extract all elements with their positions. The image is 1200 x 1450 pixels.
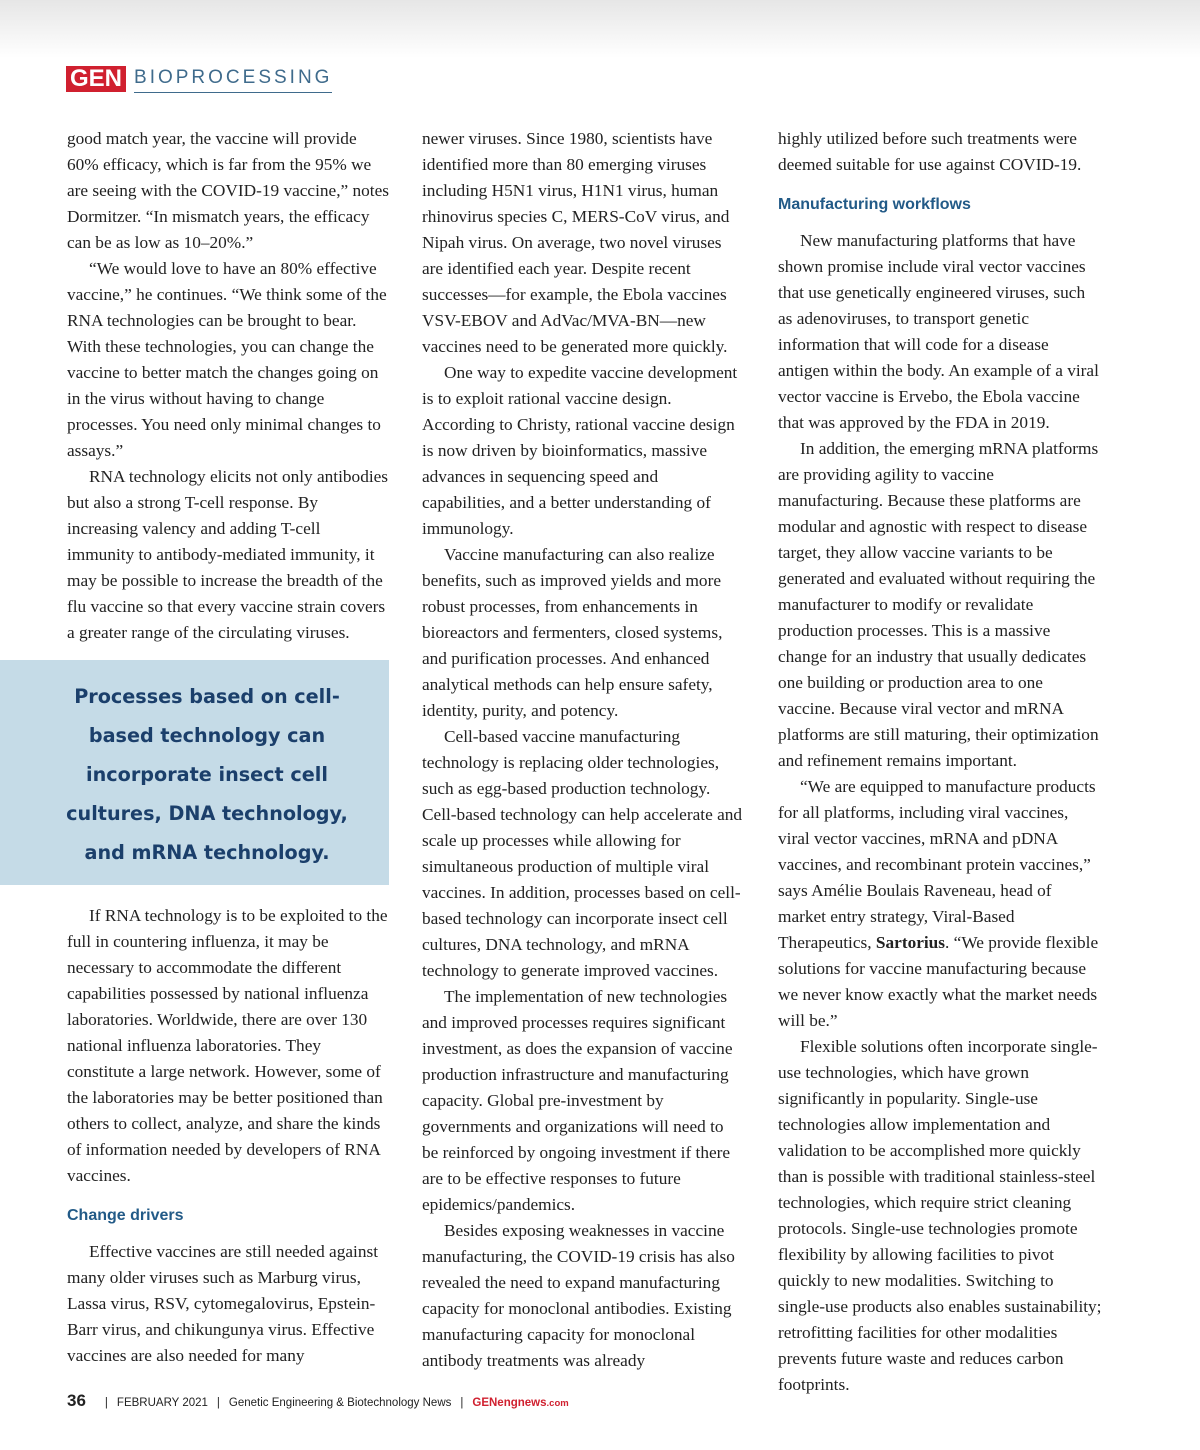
paragraph: Vaccine manufacturing can also realize benefits, such as improved yields and more robust processes, from enhancements in bioreactors and fermenters, closed systems, and purification processes. And enhanced analytical methods can help ensure safety, identity, purity, and potency.: [422, 545, 723, 720]
section-title: BIOPROCESSING: [134, 66, 332, 93]
footer-separator: |: [104, 1397, 108, 1409]
column-2: [422, 126, 744, 1374]
gen-logo: GEN: [66, 66, 126, 92]
paragraph: Effective vaccines are still needed against many older viruses such as Marburg virus, Lassa virus, RSV, cytomegalovirus, Epstein-Barr virus, and chikungunya virus. Effective vaccines are also needed for many: [67, 1242, 379, 1365]
paragraph: good match year, the vaccine will provide 60% efficacy, which is far from the 95% we are seeing with the COVID-19 vaccine,” notes Dormitzer. “In mismatch years, the efficacy can be as low as 10–20%.”: [67, 129, 389, 252]
column-3: [778, 126, 1102, 1398]
paragraph: In addition, the emerging mRNA platforms are providing agility to vaccine manufacturing. Because these platforms are modular and agnostic with respect to disease target, they allow vaccine variants to be generated and evaluated without requiring the manufacturer to modify or revalidate production processes. This is a massive change for an industry that usually dedicates one building or production area to one vaccine. Because viral vector and mRNA platforms are still maturing, their optimization and refinement remains important.: [778, 439, 1099, 770]
paragraph: Besides exposing weaknesses in vaccine manufacturing, the COVID-19 crisis has also revealed the need to expand manufacturing capacity for monoclonal antibodies. Existing manufacturing capacity for monoclonal antibody treatments was already: [422, 1221, 735, 1370]
paragraph-quote: [778, 774, 1102, 1034]
paragraph: RNA technology elicits not only antibodies but also a strong T-cell response. By increasing valency and adding T-cell immunity to antibody-mediated immunity, it may be possible to increase the breadth of the flu vaccine so that every vaccine strain covers a greater range of the circulating viruses.: [67, 467, 389, 642]
column-1-lower: [67, 903, 390, 1369]
paragraph: “We would love to have an 80% effective vaccine,” he continues. “We think some of the RNA technologies can be brought to bear. With these technologies, you can change the vaccine to better match the changes going on in the virus without having to change processes. You need only minimal changes to assays.”: [67, 259, 387, 460]
paragraph: Cell-based vaccine manufacturing technology is replacing older technologies, such as egg-based production technology. Cell-based technology can help accelerate and scale up processes while allowing for simultaneous production of multiple viral vaccines. In addition, processes based on cell-based technology can incorporate insect cell cultures, DNA technology, and mRNA technology to generate improved vaccines.: [422, 727, 743, 980]
quote-text: “We are equipped to manufacture products for all platforms, including viral vaccines, viral vector vaccines, mRNA and pDNA vaccines, and recombinant protein vaccines,” says Amélie Boulais Raveneau, head of market entry strategy, Viral-Based Therapeutics,: [778, 777, 1096, 952]
footer-separator: |: [460, 1397, 464, 1409]
page-footer: [67, 1391, 569, 1411]
quote-text: . “We provide flexible solutions for vaccine manufacturing because we never know exactly what the market needs will be.”: [778, 933, 1099, 1030]
issue-date: FEBRUARY 2021: [116, 1397, 208, 1409]
website-name: GENengnews: [472, 1397, 547, 1409]
subhead-manufacturing-workflows: Manufacturing workflows: [778, 196, 971, 213]
subhead-change-drivers: Change drivers: [67, 1207, 184, 1224]
pull-quote-text: Processes based on cell-based technology can incorporate insect cell cultures, DNA technology, and mRNA technology.: [66, 685, 348, 864]
column-1: [67, 126, 390, 646]
pull-quote-box: [0, 660, 389, 885]
footer-separator: |: [216, 1397, 220, 1409]
top-gradient-band: [0, 0, 1200, 58]
website-link[interactable]: [472, 1397, 568, 1409]
publication-name: Genetic Engineering & Biotechnology News: [228, 1397, 452, 1409]
masthead: [66, 64, 332, 94]
website-suffix: .com: [546, 1398, 569, 1409]
paragraph: Flexible solutions often incorporate single-use technologies, which have grown significantly in popularity. Single-use technologies allow implementation and validation to be accomplished more quickly than is possible with traditional stainless-steel technologies, which require strict cleaning protocols. Single-use technologies promote flexibility by allowing facilities to pivot quickly to new modalities. Switching to single-use products also enables sustainability; retrofitting facilities for other modalities prevents future waste and reduces carbon footprints.: [778, 1037, 1102, 1394]
paragraph: If RNA technology is to be exploited to the full in countering influenza, it may be necessary to accommodate the different capabilities possessed by national influenza laboratories. Worldwide, there are over 130 national influenza laboratories. They constitute a large network. However, some of the laboratories may be better positioned than others to collect, analyze, and share the kinds of information needed by developers of RNA vaccines.: [67, 906, 388, 1185]
company-name: Sartorius: [875, 933, 946, 952]
paragraph: New manufacturing platforms that have shown promise include viral vector vaccines that use genetically engineered viruses, such as adenoviruses, to transport genetic information that will code for a disease antigen within the body. An example of a viral vector vaccine is Ervebo, the Ebola vaccine that was approved by the FDA in 2019.: [778, 231, 1099, 432]
page-number: 36: [67, 1391, 86, 1410]
paragraph: The implementation of new technologies and improved processes requires significant investment, as does the expansion of vaccine production infrastructure and manufacturing capacity. Global pre-investment by governments and organizations will need to be reinforced by ongoing investment if there are to be effective responses to future epidemics/pandemics.: [422, 987, 733, 1214]
paragraph: newer viruses. Since 1980, scientists have identified more than 80 emerging viruses including H5N1 virus, H1N1 virus, human rhinovirus species C, MERS-CoV virus, and Nipah virus. On average, two novel viruses are identified each year. Despite recent successes—for example, the Ebola vaccines VSV-EBOV and AdVac/MVA-BN—new vaccines need to be generated more quickly.: [422, 129, 730, 356]
paragraph: highly utilized before such treatments were deemed suitable for use against COVID-19.: [778, 129, 1082, 174]
paragraph: One way to expedite vaccine development is to exploit rational vaccine design. According to Christy, rational vaccine design is now driven by bioinformatics, massive advances in sequencing speed and capabilities, and a better understanding of immunology.: [422, 363, 738, 538]
